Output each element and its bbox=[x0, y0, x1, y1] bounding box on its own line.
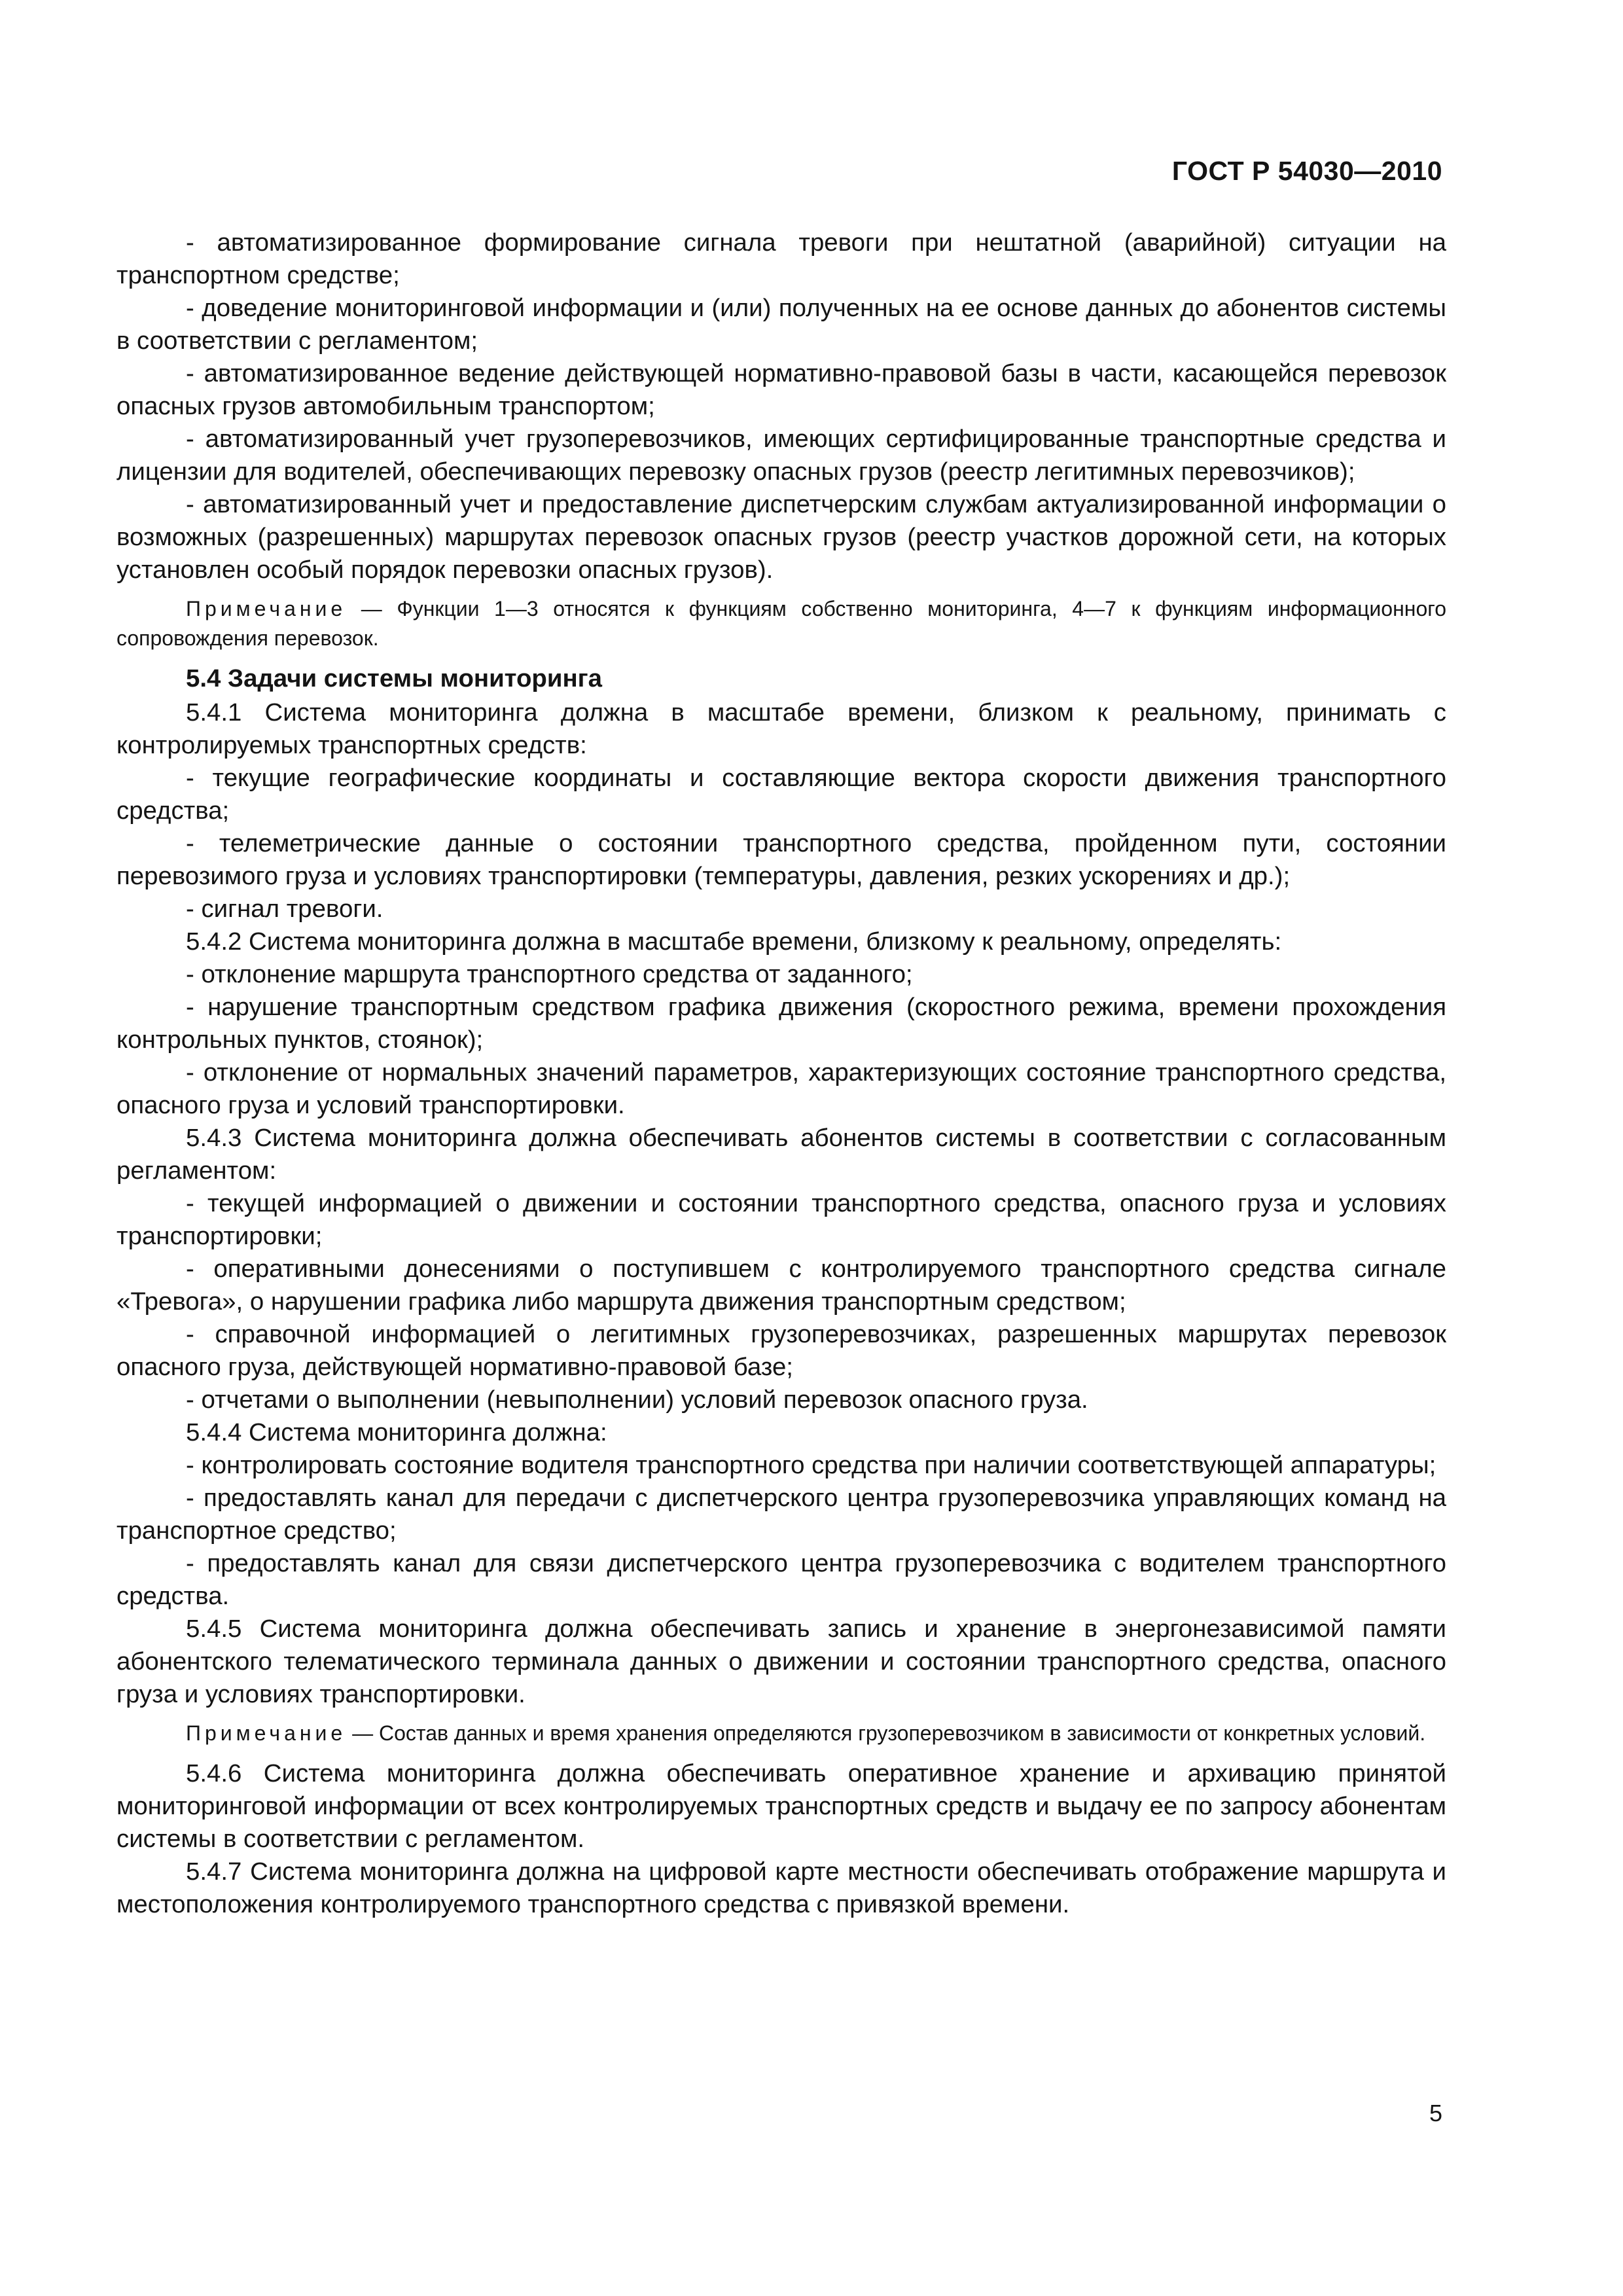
paragraph: - контролировать состояние водителя транспортного средства при наличии соответствующей аппаратуры; bbox=[186, 1451, 1436, 1479]
paragraph: - сигнал тревоги. bbox=[186, 895, 383, 923]
paragraph: - автоматизированный учет грузоперевозчиков, имеющих сертифицированные транспортные средства и лицензии для водителей, обеспечивающих перевозку опасных грузов (реестр легитимных перевозчиков); bbox=[116, 425, 1446, 486]
page-number: 5 bbox=[1429, 2100, 1442, 2126]
paragraph: - оперативными донесениями о поступившем с контролируемого транспортного средства сигнале «Тревога», о нарушении графика либо маршрута движения транспортным средством; bbox=[116, 1255, 1446, 1316]
paragraph: - текущей информацией о движении и состоянии транспортного средства, опасного груза и условиях транспортировки; bbox=[116, 1189, 1446, 1250]
paragraph: - текущие географические координаты и составляющие вектора скорости движения транспортного средства; bbox=[116, 764, 1446, 825]
section-heading: 5.4 Задачи системы мониторинга bbox=[186, 664, 603, 692]
note-text: — Состав данных и время хранения определяются грузоперевозчиком в зависимости от конкретных условий. bbox=[346, 1721, 1426, 1745]
paragraph: 5.4.2 Система мониторинга должна в масштабе времени, близкому к реальному, определять: bbox=[186, 927, 1282, 956]
note-label: Примечание bbox=[186, 1721, 347, 1745]
paragraph: - нарушение транспортным средством графика движения (скоростного режима, времени прохождения контрольных пунктов, стоянок); bbox=[116, 993, 1446, 1054]
document-body bbox=[116, 226, 1446, 1921]
paragraph: 5.4.4 Система мониторинга должна: bbox=[186, 1418, 607, 1446]
note-paragraph bbox=[116, 1719, 1446, 1748]
paragraph: 5.4.1 Система мониторинга должна в масштабе времени, близком к реальному, принимать с контролируемых транспортных средств: bbox=[116, 698, 1446, 759]
paragraph: - доведение мониторинговой информации и (или) полученных на ее основе данных до абонентов системы в соответствии с регламентом; bbox=[116, 294, 1446, 355]
paragraph: - отклонение маршрута транспортного средства от заданного; bbox=[186, 960, 913, 988]
note-label: Примечание bbox=[186, 597, 347, 620]
paragraph: - отчетами о выполнении (невыполнении) условий перевозок опасного груза. bbox=[186, 1386, 1088, 1414]
paragraph: - автоматизированное ведение действующей нормативно-правовой базы в части, касающейся перевозок опасных грузов автомобильным транспортом; bbox=[116, 359, 1446, 420]
paragraph: 5.4.6 Система мониторинга должна обеспечивать оперативное хранение и архивацию принятой мониторинговой информации от всех контролируемых транспортных средств и выдачу ее по запросу абонентам системы в соответствии с регламентом. bbox=[116, 1759, 1446, 1853]
paragraph: 5.4.7 Система мониторинга должна на цифровой карте местности обеспечивать отображение маршрута и местоположения контролируемого транспортного средства с привязкой времени. bbox=[116, 1857, 1446, 1918]
paragraph: - справочной информацией о легитимных грузоперевозчиках, разрешенных маршрутах перевозок опасного груза, действующей нормативно-правовой базе; bbox=[116, 1320, 1446, 1381]
paragraph: - автоматизированное формирование сигнала тревоги при нештатной (аварийной) ситуации на транспортном средстве; bbox=[116, 228, 1446, 289]
paragraph: 5.4.5 Система мониторинга должна обеспечивать запись и хранение в энергонезависимой памяти абонентского телематического терминала данных о движении и состоянии транспортного средства, опасного груза и условиях транспортировки. bbox=[116, 1615, 1446, 1708]
document-code: ГОСТ Р 54030—2010 bbox=[1171, 156, 1442, 186]
paragraph: - предоставлять канал для передачи с диспетчерского центра грузоперевозчика управляющих команд на транспортное средство; bbox=[116, 1484, 1446, 1545]
paragraph: - предоставлять канал для связи диспетчерского центра грузоперевозчика с водителем транспортного средства. bbox=[116, 1549, 1446, 1610]
paragraph: 5.4.3 Система мониторинга должна обеспечивать абонентов системы в соответствии с согласованным регламентом: bbox=[116, 1124, 1446, 1185]
paragraph: - телеметрические данные о состоянии транспортного средства, пройденном пути, состоянии перевозимого груза и условиях транспортировки (температуры, давления, резких ускорениях и др.); bbox=[116, 829, 1446, 890]
note-paragraph bbox=[116, 594, 1446, 653]
paragraph: - автоматизированный учет и предоставление диспетчерским службам актуализированной информации о возможных (разрешенных) маршрутах перевозок опасных грузов (реестр участков дорожной сети, на которых установлен особый порядок перевозки опасных грузов). bbox=[116, 490, 1446, 584]
note-text: — Функции 1—3 относятся к функциям собственно мониторинга, 4—7 к функциям информационного сопровождения перевозок. bbox=[116, 597, 1446, 650]
paragraph: - отклонение от нормальных значений параметров, характеризующих состояние транспортного средства, опасного груза и условий транспортировки. bbox=[116, 1058, 1446, 1119]
